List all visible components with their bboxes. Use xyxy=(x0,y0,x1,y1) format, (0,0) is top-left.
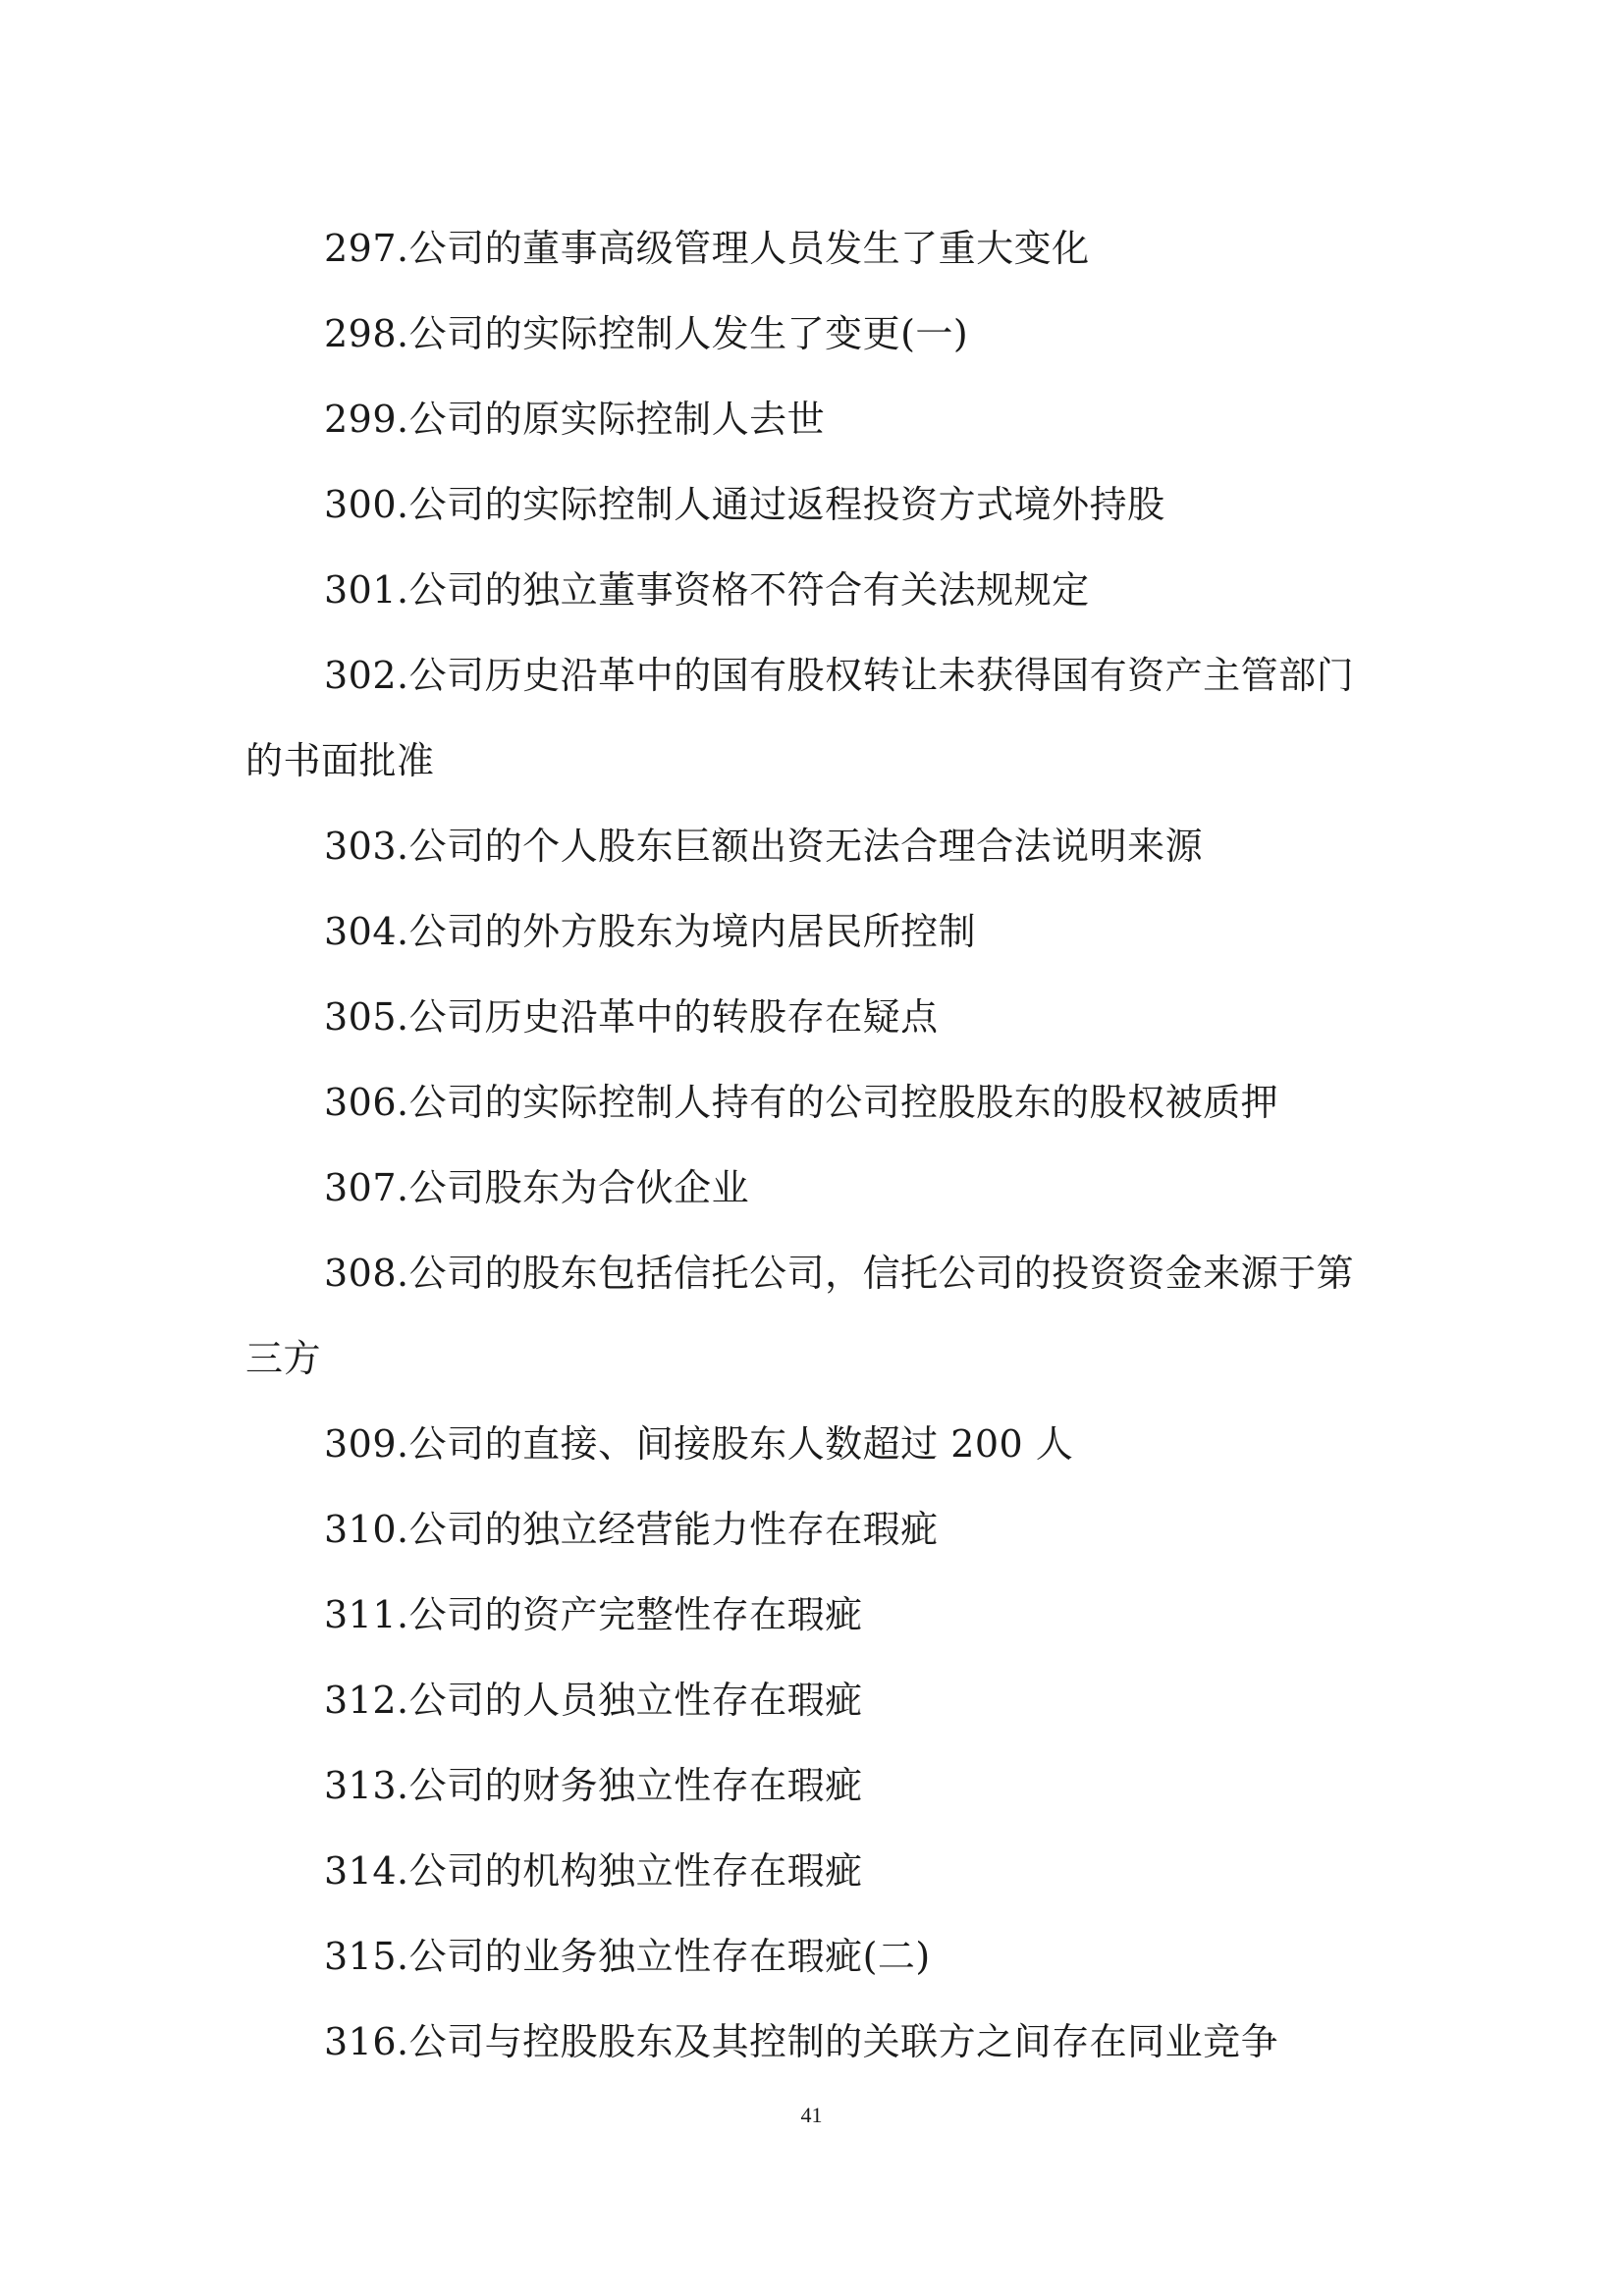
list-item: 303.公司的个人股东巨额出资无法合理合法说明来源 xyxy=(324,825,1204,868)
list-item: 304.公司的外方股东为境内居民所控制 xyxy=(324,910,977,953)
list-item: 311.公司的资产完整性存在瑕疵 xyxy=(324,1593,863,1636)
list-item: 299.公司的原实际控制人去世 xyxy=(324,398,826,441)
list-item: 308.公司的股东包括信托公司，信托公司的投资资金来源于第三方 xyxy=(245,1252,1355,1380)
list-item: 305.公司历史沿革中的转股存在疑点 xyxy=(324,995,939,1039)
list-item: 316.公司与控股股东及其控制的关联方之间存在同业竞争 xyxy=(324,2020,1279,2063)
list-item: 315.公司的业务独立性存在瑕疵(二) xyxy=(324,1935,931,1978)
list-item: 306.公司的实际控制人持有的公司控股股东的股权被质押 xyxy=(324,1081,1279,1124)
list-item: 297.公司的董事高级管理人员发生了重大变化 xyxy=(324,227,1090,270)
list-item: 302.公司历史沿革中的国有股权转让未获得国有资产主管部门的书面批准 xyxy=(245,654,1355,782)
list-item: 298.公司的实际控制人发生了变更(一) xyxy=(324,312,969,355)
list-item: 307.公司股东为合伙企业 xyxy=(324,1166,750,1209)
list-item: 300.公司的实际控制人通过返程投资方式境外持股 xyxy=(324,483,1165,526)
list-item: 312.公司的人员独立性存在瑕疵 xyxy=(324,1679,863,1722)
list-item: 309.公司的直接、间接股东人数超过 200 人 xyxy=(324,1422,1074,1466)
list-item: 313.公司的财务独立性存在瑕疵 xyxy=(324,1764,863,1807)
item-list xyxy=(245,206,1384,2085)
page-number: 41 xyxy=(800,2103,823,2127)
list-item: 314.公司的机构独立性存在瑕疵 xyxy=(324,1849,863,1893)
list-item: 310.公司的独立经营能力性存在瑕疵 xyxy=(324,1508,939,1551)
list-item: 301.公司的独立董事资格不符合有关法规规定 xyxy=(324,568,1090,612)
